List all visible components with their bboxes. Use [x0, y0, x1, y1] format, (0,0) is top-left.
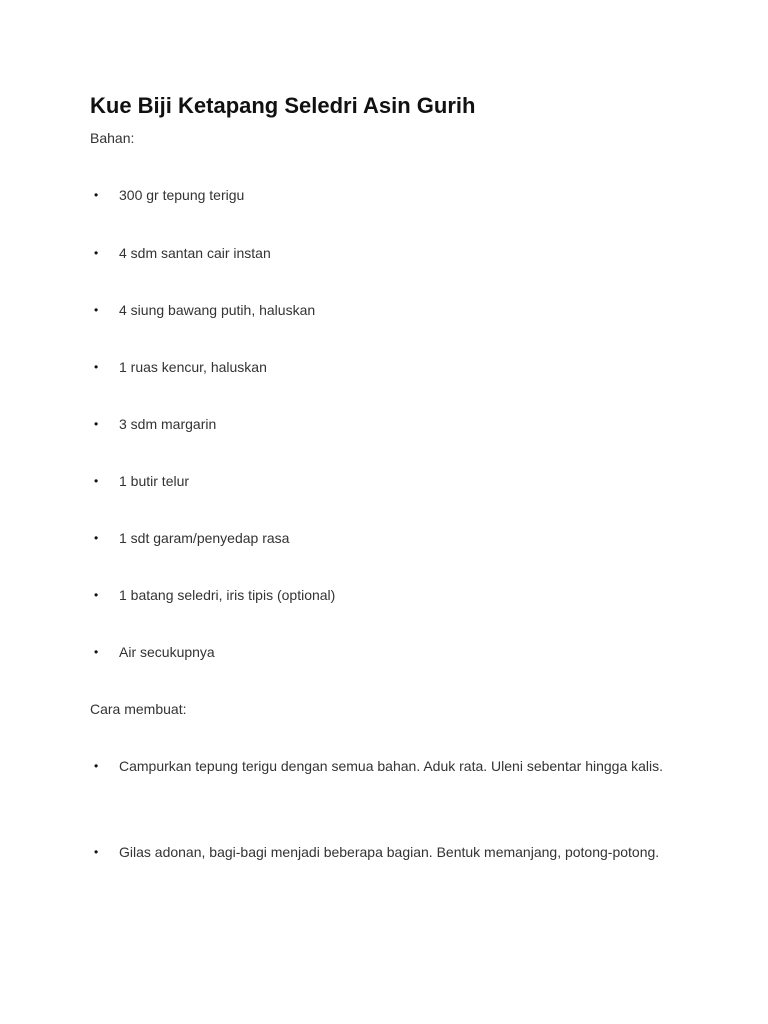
method-step-text: Campurkan tepung terigu dengan semua bahan. Aduk rata. Uleni sebentar hingga kalis. — [119, 758, 664, 774]
bullet-icon: • — [94, 474, 99, 488]
ingredient-text: 1 ruas kencur, haluskan — [119, 359, 267, 375]
ingredient-item — [94, 296, 674, 324]
bullet-icon: • — [94, 759, 99, 773]
bullet-icon: • — [94, 246, 99, 260]
ingredient-item — [94, 467, 674, 495]
ingredient-item — [94, 410, 674, 438]
bullet-icon: • — [94, 417, 99, 431]
method-step — [94, 752, 674, 780]
ingredient-text: 1 batang seledri, iris tipis (optional) — [119, 587, 336, 603]
ingredient-text: 1 sdt garam/penyedap rasa — [119, 530, 290, 546]
ingredients-label: Bahan: — [90, 130, 135, 146]
ingredient-item — [94, 524, 674, 552]
method-step — [94, 838, 674, 866]
bullet-icon: • — [94, 360, 99, 374]
ingredient-item — [94, 581, 674, 609]
bullet-icon: • — [94, 588, 99, 602]
ingredient-text: 4 siung bawang putih, haluskan — [119, 302, 316, 318]
ingredient-text: 3 sdm margarin — [119, 416, 217, 432]
bullet-icon: • — [94, 303, 99, 317]
ingredient-item — [94, 239, 674, 267]
bullet-icon: • — [94, 845, 99, 859]
method-step-text: Gilas adonan, bagi-bagi menjadi beberapa bagian. Bentuk memanjang, potong-potong. — [119, 844, 660, 860]
ingredient-text: 300 gr tepung terigu — [119, 187, 245, 203]
bullet-icon: • — [94, 188, 99, 202]
recipe-title: Kue Biji Ketapang Seledri Asin Gurih — [90, 93, 476, 118]
ingredient-text: 1 butir telur — [119, 473, 190, 489]
bullet-icon: • — [94, 531, 99, 545]
method-label: Cara membuat: — [90, 701, 187, 717]
ingredient-text: 4 sdm santan cair instan — [119, 245, 271, 261]
bullet-icon: • — [94, 645, 99, 659]
ingredient-item — [94, 181, 674, 209]
ingredient-item — [94, 638, 674, 666]
ingredient-item — [94, 353, 674, 381]
ingredient-text: Air secukupnya — [119, 644, 215, 660]
